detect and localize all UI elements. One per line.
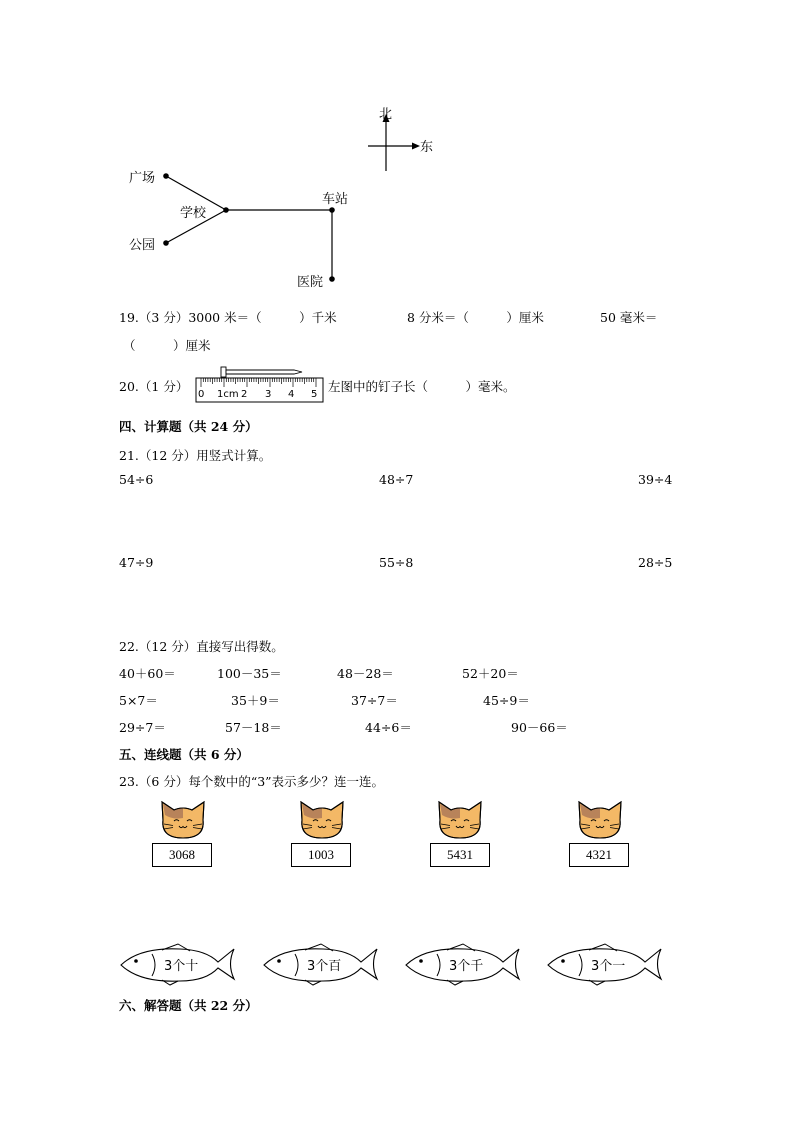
section-6-title: 六、解答题（共 22 分） <box>119 998 258 1013</box>
question-22 <box>119 637 284 655</box>
fish-card[interactable] <box>261 942 381 986</box>
q21-item: 48÷7 <box>379 472 414 487</box>
q21-text: 用竖式计算。 <box>196 448 272 463</box>
q20-score: （1 分） <box>138 379 189 394</box>
cat-face-icon <box>159 800 207 840</box>
q22-item: 29÷7＝ <box>119 720 166 735</box>
gongyuan-label: 公园 <box>129 238 156 253</box>
q21-number: 21. <box>119 448 139 463</box>
direction-map <box>0 0 794 300</box>
q19-part3b: （ ）厘米 <box>123 338 211 353</box>
q19-part1: 3000 米＝（ ）千米 <box>188 310 337 325</box>
q22-item: 90－66＝ <box>511 720 568 735</box>
q19-number: 19. <box>119 310 139 325</box>
q20-label <box>119 377 188 395</box>
q21-item: 47÷9 <box>119 555 154 570</box>
cat-face-icon <box>436 800 484 840</box>
gongyuan-point <box>163 240 169 246</box>
q20-number: 20. <box>119 379 139 394</box>
guangchang-label: 广场 <box>129 171 156 186</box>
q22-item: 52＋20＝ <box>462 666 519 681</box>
compass <box>368 107 433 171</box>
q22-item: 5×7＝ <box>119 693 158 708</box>
q22-item: 45÷9＝ <box>483 693 530 708</box>
number-card[interactable]: 4321 <box>569 843 629 867</box>
q22-score: （12 分） <box>138 639 197 654</box>
q23-number: 23. <box>119 774 139 789</box>
q20-text: 左图中的钉子长（ ）毫米。 <box>328 379 516 394</box>
fish-card[interactable] <box>403 942 523 986</box>
section-5-title: 五、连线题（共 6 分） <box>119 747 249 762</box>
question-21 <box>119 446 271 464</box>
q22-item: 35＋9＝ <box>231 693 280 708</box>
q19-score: （3 分） <box>138 310 189 325</box>
east-label: 东 <box>420 140 434 155</box>
q19-part2: 8 分米＝（ ）厘米 <box>407 310 544 325</box>
map-routes <box>166 176 332 279</box>
ruler-label-3: 3 <box>265 389 272 400</box>
fish-label: 3个十 <box>164 959 199 974</box>
q22-number: 22. <box>119 639 139 654</box>
q22-item: 40＋60＝ <box>119 666 176 681</box>
q21-item: 28÷5 <box>638 555 673 570</box>
number-card[interactable]: 3068 <box>152 843 212 867</box>
ruler-label-5: 5 <box>311 389 318 400</box>
chezhan-label: 车站 <box>322 192 349 207</box>
ruler-label-4: 4 <box>288 389 295 400</box>
q22-item: 57－18＝ <box>225 720 282 735</box>
fish-label: 3个千 <box>449 959 484 974</box>
fish-card[interactable] <box>545 942 665 986</box>
guangchang-point <box>163 173 169 179</box>
section-4-title: 四、计算题（共 24 分） <box>119 419 258 434</box>
fish-card[interactable] <box>118 942 238 986</box>
fish-label: 3个一 <box>591 959 626 974</box>
q23-text: 每个数中的“3”表示多少？连一连。 <box>188 774 385 789</box>
cat-face-icon <box>298 800 346 840</box>
number-card[interactable]: 1003 <box>291 843 351 867</box>
ruler-label-0: 0 <box>198 389 205 400</box>
ruler-label-1cm: 1cm <box>217 389 239 400</box>
q22-item: 37÷7＝ <box>351 693 398 708</box>
xuexiao-label: 学校 <box>180 206 207 221</box>
q21-item: 39÷4 <box>638 472 673 487</box>
fish-label: 3个百 <box>307 959 342 974</box>
xuexiao-point <box>223 207 229 213</box>
q22-item: 44÷6＝ <box>365 720 412 735</box>
nail <box>221 367 302 377</box>
question-23 <box>119 772 384 790</box>
number-card[interactable]: 5431 <box>430 843 490 867</box>
yiyuan-point <box>329 276 335 282</box>
north-label: 北 <box>379 107 393 122</box>
q22-text: 直接写出得数。 <box>196 639 284 654</box>
ruler-with-nail <box>194 364 330 404</box>
q21-item: 54÷6 <box>119 472 154 487</box>
yiyuan-label: 医院 <box>297 275 324 290</box>
cat-face-icon <box>576 800 624 840</box>
q22-item: 100－35＝ <box>217 666 282 681</box>
chezhan-point <box>329 207 335 213</box>
q21-item: 55÷8 <box>379 555 414 570</box>
q23-score: （6 分） <box>138 774 189 789</box>
q21-score: （12 分） <box>138 448 197 463</box>
question-19 <box>119 308 337 326</box>
q22-item: 48－28＝ <box>337 666 394 681</box>
q19-part3: 50 毫米＝ <box>600 310 658 325</box>
ruler-label-2: 2 <box>241 389 248 400</box>
